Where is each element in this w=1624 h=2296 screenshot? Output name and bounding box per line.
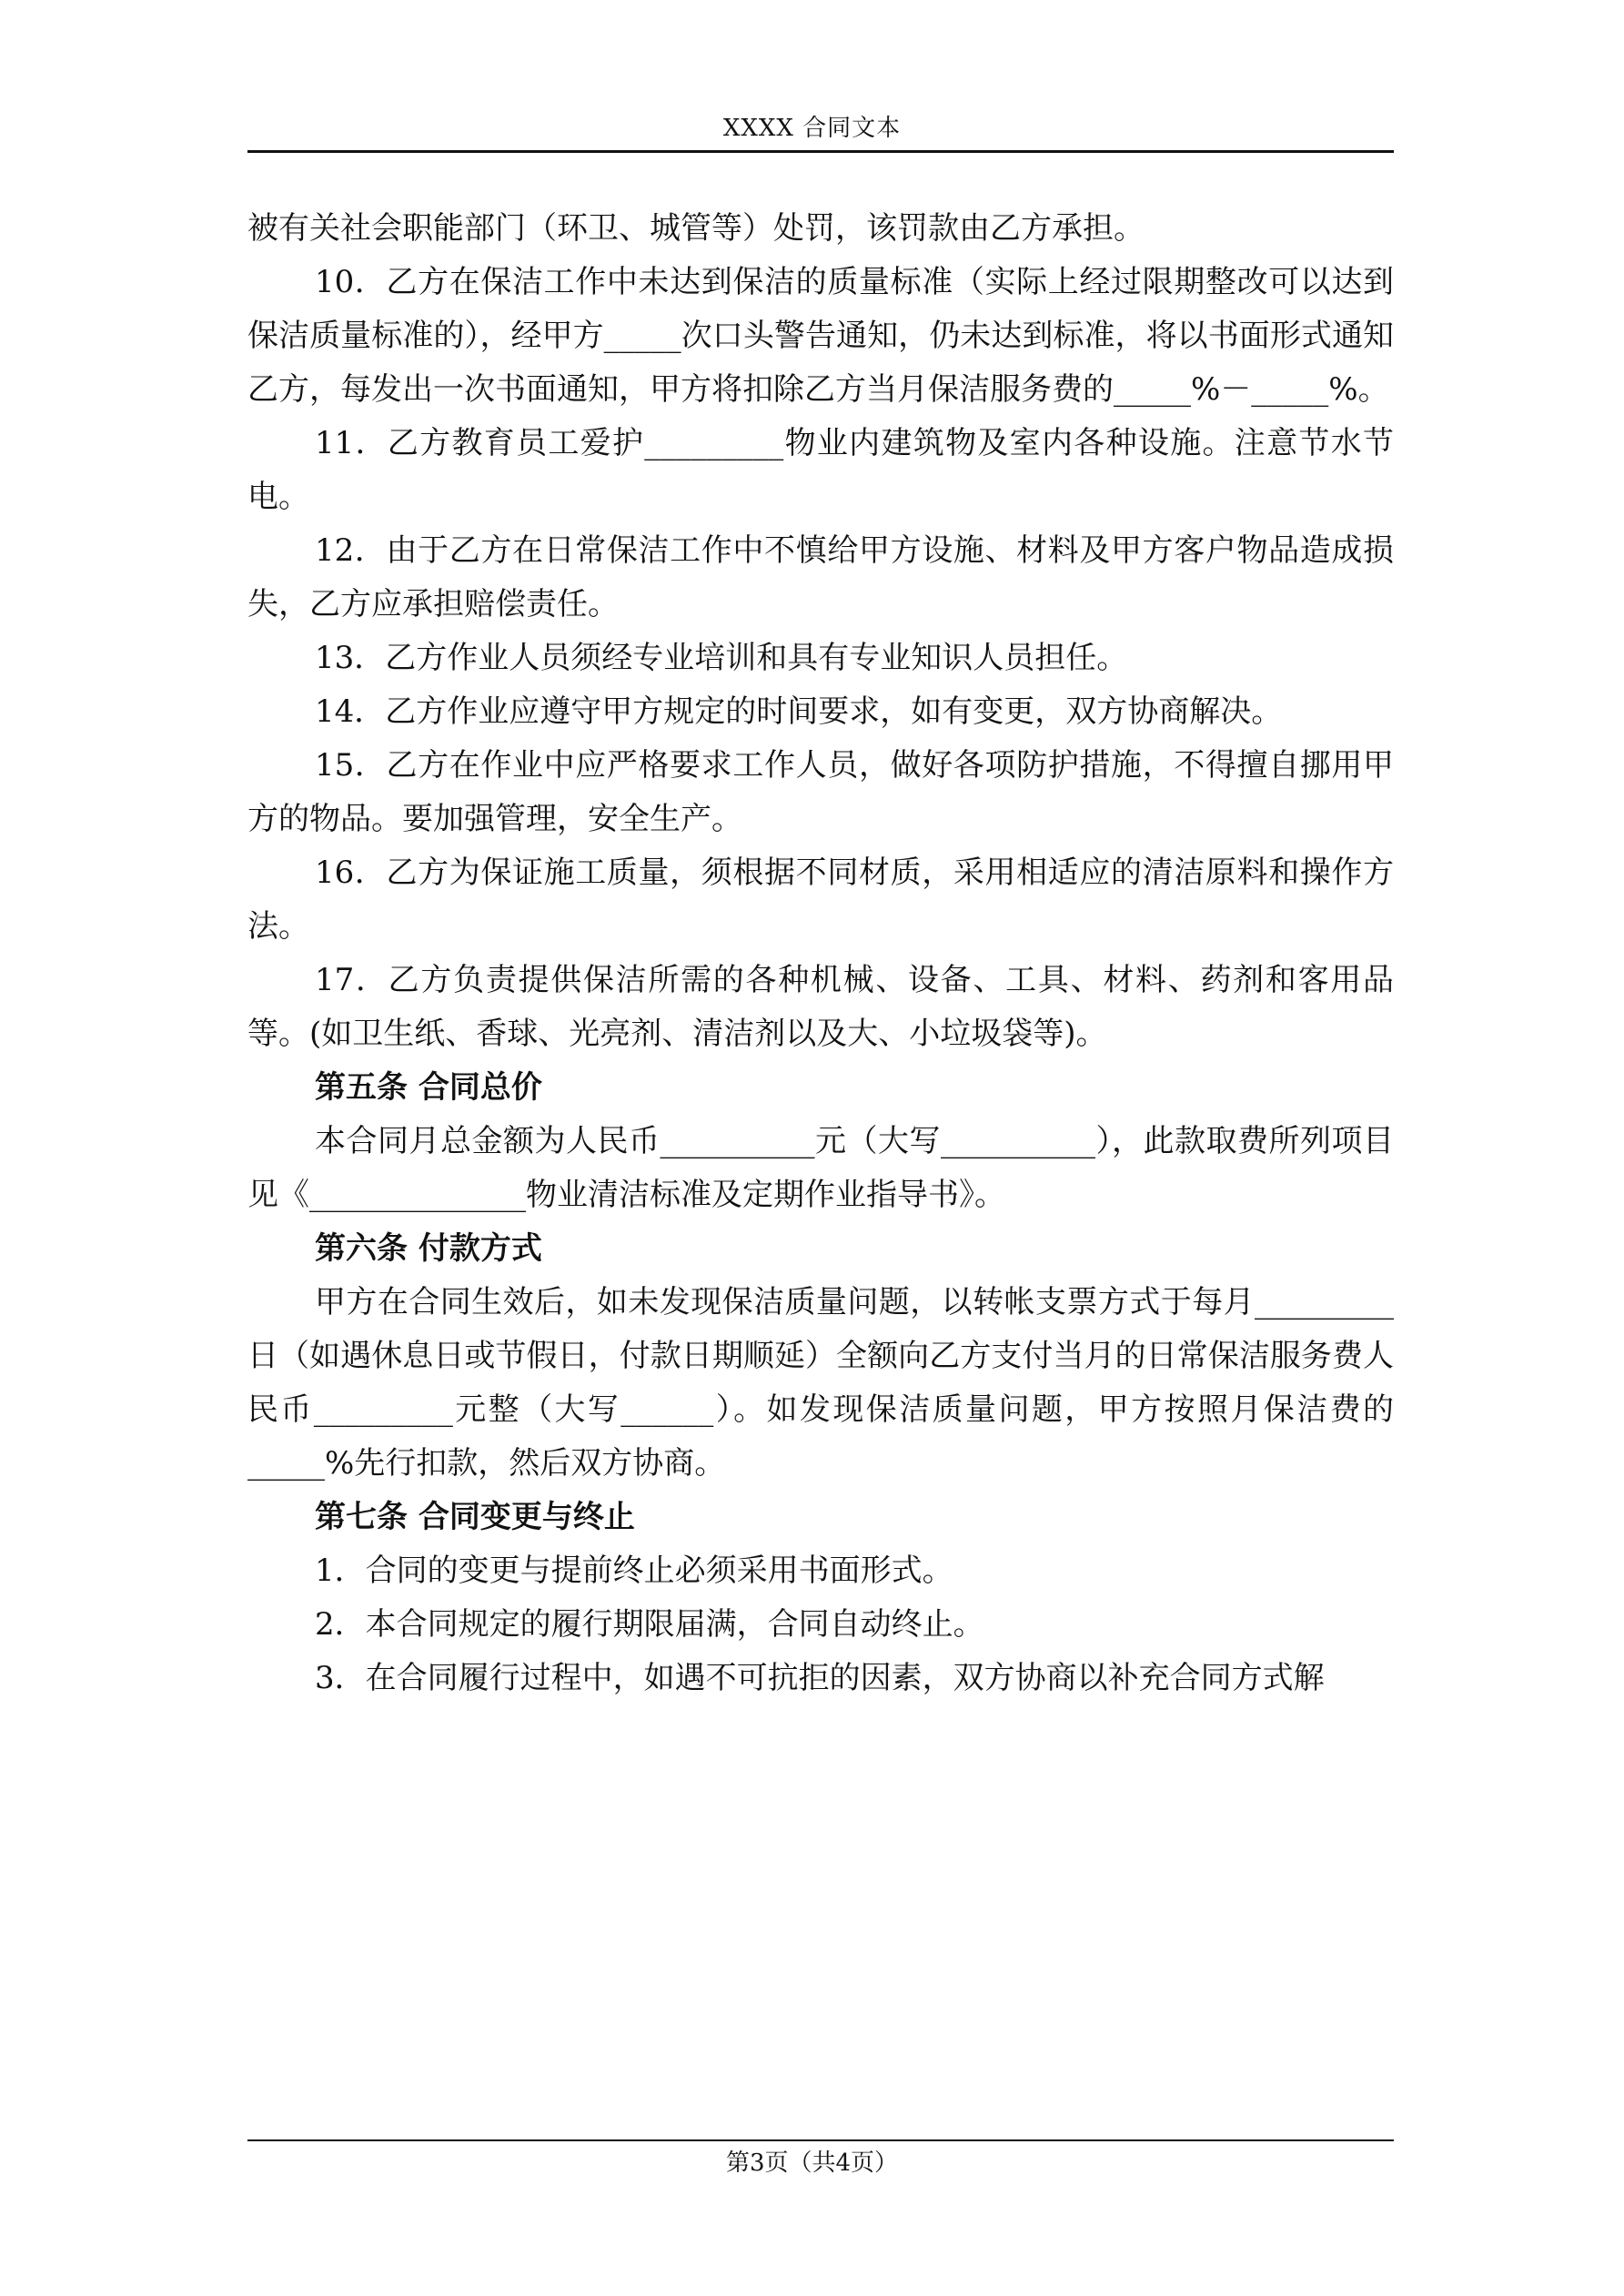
page-number: 第3页（共4页） (725, 2149, 899, 2177)
clause-11: 11．乙方教育员工爱护_________物业内建筑物及室内各种设施。注意节水节电。 (247, 425, 1394, 515)
footer-divider (247, 2139, 1394, 2141)
article-7-item-1: 1．合同的变更与提前终止必须采用书面形式。 (315, 1553, 953, 1589)
page-header-title: XXXX 合同文本 (722, 115, 902, 142)
clause-13: 13．乙方作业人员须经专业培训和具有专业知识人员担任。 (315, 640, 1128, 676)
clause-10: 10．乙方在保洁工作中未达到保洁的质量标准（实际上经过限期整改可以达到保洁质量标准的），经甲方_____次口头警告通知，仍未达到标准，将以书面形式通知乙方，每发出一次书面通知，甲方将扣除乙方当月保洁服务费的_____%－_____%。 (247, 264, 1394, 408)
document-body (247, 202, 1394, 1705)
section-heading-article-5: 第五条 合同总价 (315, 1069, 542, 1106)
article-7-item-2: 2．本合同规定的履行期限届满，合同自动终止。 (315, 1606, 984, 1643)
section-heading-article-6: 第六条 付款方式 (315, 1230, 542, 1267)
article-7-item-3: 3．在合同履行过程中，如遇不可抗拒的因素，双方协商以补充合同方式解 (315, 1660, 1325, 1696)
clause-14: 14．乙方作业应遵守甲方规定的时间要求，如有变更，双方协商解决。 (315, 693, 1283, 730)
section-heading-article-7: 第七条 合同变更与终止 (315, 1499, 635, 1535)
paragraph-continuation: 被有关社会职能部门（环卫、城管等）处罚，该罚款由乙方承担。 (247, 210, 1145, 247)
clause-17: 17．乙方负责提供保洁所需的各种机械、设备、工具、材料、药剂和客用品等。(如卫生纸、香球、光亮剂、清洁剂以及大、小垃圾袋等)。 (247, 962, 1394, 1052)
clause-15: 15．乙方在作业中应严格要求工作人员，做好各项防护措施，不得擅自挪用甲方的物品。要加强管理，安全生产。 (247, 747, 1394, 837)
clause-12: 12．由于乙方在日常保洁工作中不慎给甲方设施、材料及甲方客户物品造成损失，乙方应承担赔偿责任。 (247, 532, 1394, 622)
clause-16: 16．乙方为保证施工质量，须根据不同材质，采用相适应的清洁原料和操作方法。 (247, 855, 1394, 945)
header-divider (247, 150, 1394, 153)
article-5-text: 本合同月总金额为人民币__________元（大写__________），此款取费所列项目见《______________物业清洁标准及定期作业指导书》。 (247, 1123, 1394, 1213)
article-6-text: 甲方在合同生效后，如未发现保洁质量问题，以转帐支票方式于每月_________日（如遇休息日或节假日，付款日期顺延）全额向乙方支付当月的日常保洁服务费人民币_________元整（大写______）。如发现保洁质量问题，甲方按照月保洁费的_____%先行扣款，然后双方协商。 (247, 1284, 1394, 1482)
